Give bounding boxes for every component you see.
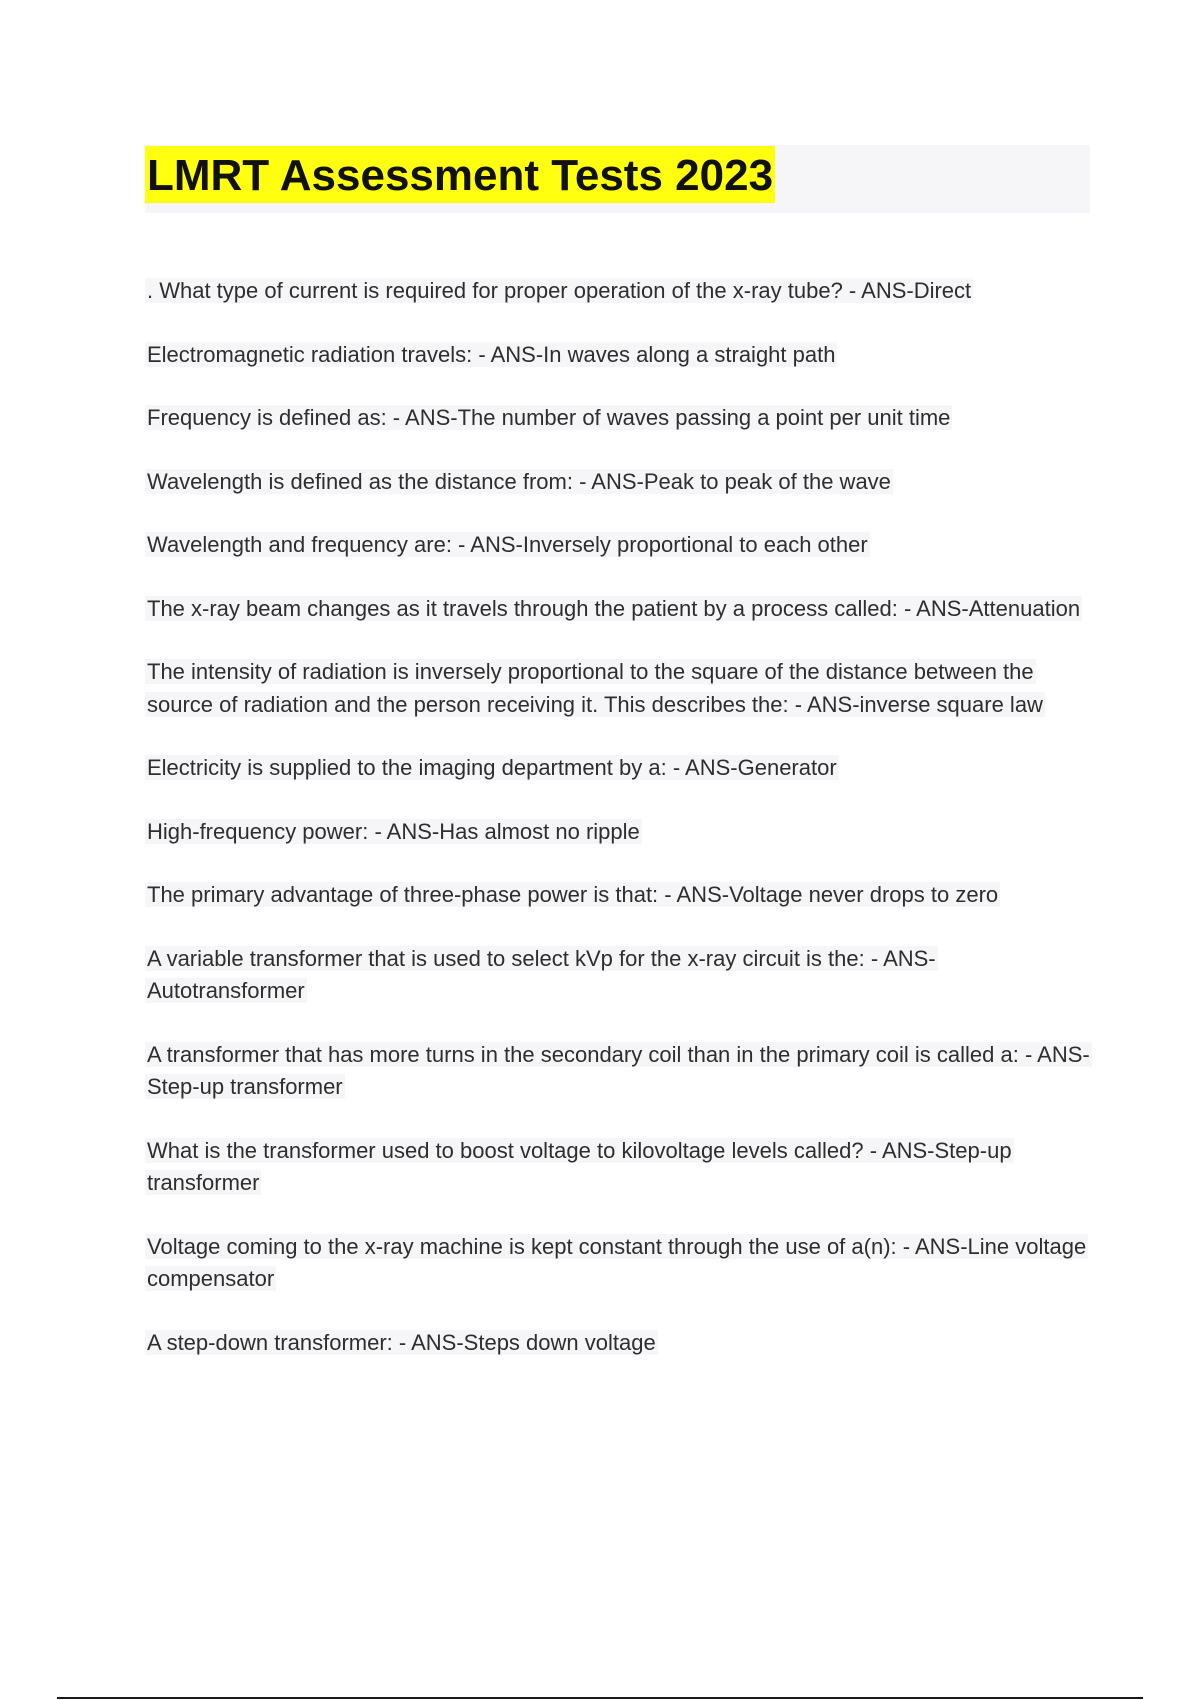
qa-text: . What type of current is required for proper operation of the x-ray tube? - ANS-Direct [147,278,972,303]
footer-rule [57,1697,1143,1699]
qa-text: What is the transformer used to boost voltage to kilovoltage levels called? - ANS-Step-up transformer [147,1137,1012,1195]
qa-item [145,402,1090,435]
qa-item [145,816,1090,849]
qa-item [145,656,1090,721]
qa-text: The x-ray beam changes as it travels through the patient by a process called: - ANS-Attenuation [147,595,1081,621]
qa-text: A variable transformer that is used to select kVp for the x-ray circuit is the: - ANS-Autotransformer [147,945,936,1003]
qa-item [145,879,1090,912]
qa-text: A transformer that has more turns in the secondary coil than in the primary coil is called a: - ANS-Step-up transformer [147,1041,1090,1099]
qa-text: Electricity is supplied to the imaging department by a: - ANS-Generator [147,755,837,780]
qa-text: The primary advantage of three-phase power is that: - ANS-Voltage never drops to zero [147,882,999,907]
qa-text: The intensity of radiation is inversely proportional to the square of the distance between the source of radiation and the person receiving it. This describes the: - ANS-inverse square law [147,659,1043,717]
qa-item [145,529,1090,562]
qa-item [145,275,1090,308]
qa-item [145,1039,1090,1104]
qa-text: Wavelength is defined as the distance from: - ANS-Peak to peak of the wave [147,468,891,494]
qa-text: Frequency is defined as: - ANS-The number of waves passing a point per unit time [147,405,951,430]
qa-item [145,339,1090,372]
qa-item [145,1327,1090,1360]
qa-item [145,593,1090,626]
qa-text: Wavelength and frequency are: - ANS-Inversely proportional to each other [147,532,868,557]
qa-text: A step-down transformer: - ANS-Steps down voltage [147,1329,656,1355]
question-answer-list [145,275,1090,1390]
qa-item [145,466,1090,499]
qa-item [145,752,1090,785]
qa-item [145,1135,1090,1200]
qa-text: Electromagnetic radiation travels: - ANS-In waves along a straight path [147,341,836,367]
qa-text: High-frequency power: - ANS-Has almost no ripple [147,818,640,844]
qa-item [145,1231,1090,1296]
document-title: LMRT Assessment Tests 2023 [145,146,775,203]
qa-item [145,943,1090,1008]
qa-text: Voltage coming to the x-ray machine is kept constant through the use of a(n): - ANS-Line voltage compensator [147,1233,1087,1291]
